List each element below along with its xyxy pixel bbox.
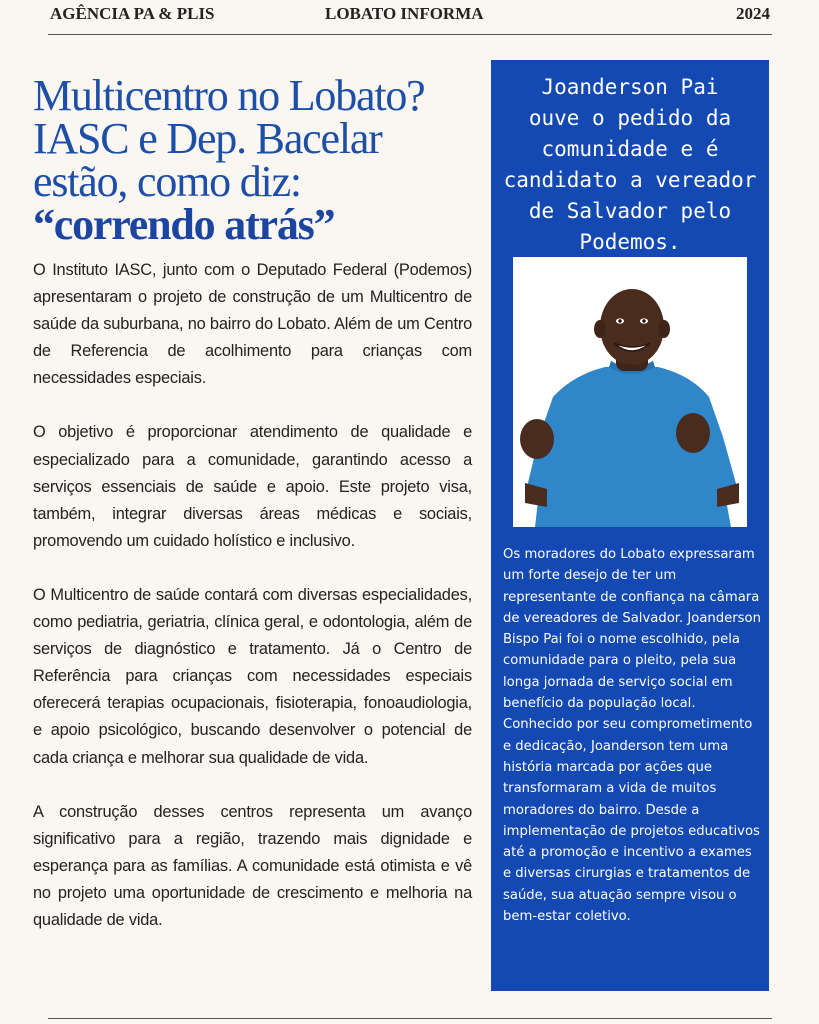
sidebar-title	[491, 72, 769, 258]
right-fist-shape	[676, 413, 710, 453]
candidate-sidebar	[491, 60, 769, 991]
head-shape	[600, 289, 664, 365]
left-fist-shape	[520, 419, 554, 459]
sidebar-title-line: ouve o pedido da	[528, 106, 732, 130]
sidebar-body: Os moradores do Lobato expressaram um forte desejo de ter um representante de confiança na câmara de vereadores de Salvador. Joanderson Bispo Pai foi o nome escolhido, pela comunidade para o pleito, pela sua longa jornada de serviço social em benefício da população local. Conhecido por seu comprometimento e dedicação, Joanderson tem uma história marcada por ações que transformaram a vida de muitos moradores do bairro. Desde a implementação de projetos educativos até a promoção e incentivo a exames e diversas cirurgias e tratamentos de saúde, sua atuação sempre visou o bem-estar coletivo.	[503, 547, 761, 925]
headline	[33, 71, 483, 249]
sidebar-title-line: candidato a vereador	[503, 168, 757, 192]
sidebar-title-line: Joanderson Pai	[541, 75, 719, 99]
masthead-year: 2024	[736, 4, 770, 23]
article-paragraph: A construção desses centros representa um avanço significativo para a região, trazendo mais dignidade e esperança para as famílias. A comunidade está otimista e vê no projeto uma oportunidade de crescimento e melhoria na qualidade de vida.	[33, 802, 472, 929]
masthead-publication: LOBATO INFORMA	[325, 4, 484, 23]
headline-line-3: estão, como diz:	[33, 157, 301, 206]
article-paragraph: O objetivo é proporcionar atendimento de qualidade e especializado para a comunidade, garantindo acesso a serviços essenciais de saúde e apoio. Este projeto visa, também, integrar diversas áreas médicas e sociais, promovendo um cuidado holístico e inclusivo.	[33, 423, 472, 550]
headline-line-4: “correndo atrás”	[33, 200, 335, 249]
sidebar-title-line: de Salvador pelo	[528, 199, 732, 223]
footer-divider	[48, 1018, 772, 1019]
header-divider	[48, 34, 772, 35]
article-paragraph: O Multicentro de saúde contará com diversas especialidades, como pediatria, geriatria, clínica geral, e odontologia, além de serviços de diagnóstico e tratamento. Já o Centro de Referência para crianças com necessidades especiais oferecerá terapias ocupacionais, fisioterapia, fonoaudiologia, e apoio psicológico, buscando desenvolver o potencial de cada criança e melhorar sua qualidade de vida.	[33, 585, 472, 767]
article-body	[33, 257, 472, 961]
candidate-photo	[513, 257, 747, 527]
sidebar-title-line: comunidade e é	[541, 137, 719, 161]
headline-line-1: Multicentro no Lobato?	[33, 71, 425, 120]
article-paragraph: O Instituto IASC, junto com o Deputado Federal (Podemos) apresentaram o projeto de construção de um Multicentro de saúde da suburbana, no bairro do Lobato. Além de um Centro de Referencia de acolhimento para crianças com necessidades especiais.	[33, 261, 472, 388]
masthead-agency: AGÊNCIA PA & PLIS	[50, 4, 215, 23]
masthead	[48, 0, 772, 34]
candidate-photo-illustration	[513, 257, 747, 527]
headline-line-2: IASC e Dep. Bacelar	[33, 114, 382, 163]
sidebar-title-line: Podemos.	[579, 230, 681, 254]
